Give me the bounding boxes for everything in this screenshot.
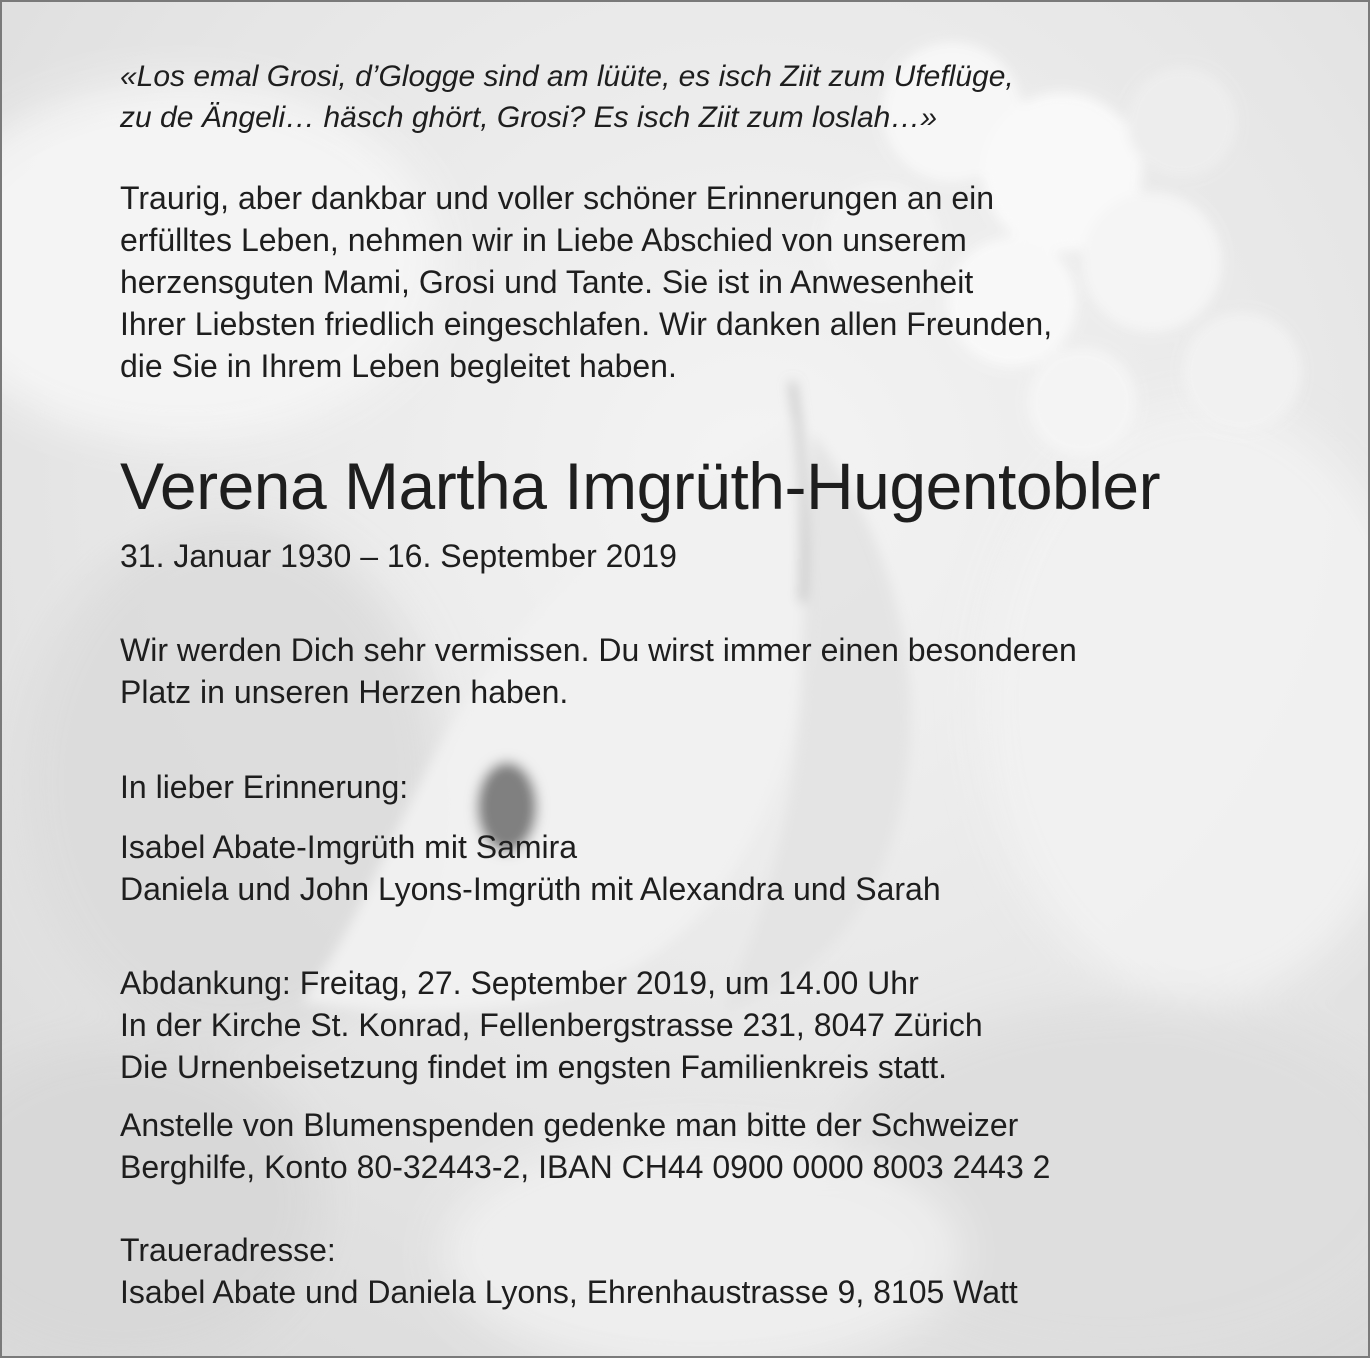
quote-line: «Los emal Grosi, d’Glogge sind am lüüte, es isch Ziit zum Ufeflüge, <box>120 60 1014 93</box>
intro-paragraph <box>120 177 1300 387</box>
donation-line: Berghilfe, Konto 80-32443-2, IBAN CH44 0900 0000 8003 2443 2 <box>120 1149 1051 1185</box>
farewell-line: Platz in unseren Herzen haben. <box>120 674 569 710</box>
opening-quote <box>120 56 1300 138</box>
mourning-address <box>120 1229 1300 1313</box>
farewell-paragraph <box>120 629 1300 713</box>
intro-line: herzensguten Mami, Grosi und Tante. Sie ist in Anwesenheit <box>120 264 974 300</box>
donation-info <box>120 1104 1300 1188</box>
mourner-line: Isabel Abate-Imgrüth mit Samira <box>120 829 578 865</box>
intro-line: erfülltes Leben, nehmen wir in Liebe Abschied von unserem <box>120 222 967 258</box>
ceremony-line: Abdankung: Freitag, 27. September 2019, um 14.00 Uhr <box>120 965 919 1001</box>
mourner-line: Daniela und John Lyons-Imgrüth mit Alexandra und Sarah <box>120 871 941 907</box>
farewell-line: Wir werden Dich sehr vermissen. Du wirst immer einen besonderen <box>120 632 1077 668</box>
address-line: Isabel Abate und Daniela Lyons, Ehrenhaustrasse 9, 8105 Watt <box>120 1274 1018 1310</box>
address-label: Traueradresse: <box>120 1232 336 1268</box>
ceremony-line: Die Urnenbeisetzung findet im engsten Familienkreis statt. <box>120 1049 948 1085</box>
intro-line: Traurig, aber dankbar und voller schöner Erinnerungen an ein <box>120 180 995 216</box>
intro-line: Ihrer Liebsten friedlich eingeschlafen. Wir danken allen Freunden, <box>120 306 1053 342</box>
quote-line: zu de Ängeli… häsch ghört, Grosi? Es isch Ziit zum loslah…» <box>120 101 938 134</box>
donation-line: Anstelle von Blumenspenden gedenke man bitte der Schweizer <box>120 1107 1019 1143</box>
ceremony-line: In der Kirche St. Konrad, Fellenbergstrasse 231, 8047 Zürich <box>120 1007 983 1043</box>
deceased-name: Verena Martha Imgrüth-Hugentobler <box>120 449 1161 523</box>
mourners-label: In lieber Erinnerung: <box>120 769 409 805</box>
mourners-list <box>120 826 1300 910</box>
intro-line: die Sie in Ihrem Leben begleitet haben. <box>120 348 677 384</box>
ceremony-info <box>120 962 1300 1088</box>
obituary-text <box>2 2 1368 1356</box>
life-dates: 31. Januar 1930 – 16. September 2019 <box>120 538 677 574</box>
